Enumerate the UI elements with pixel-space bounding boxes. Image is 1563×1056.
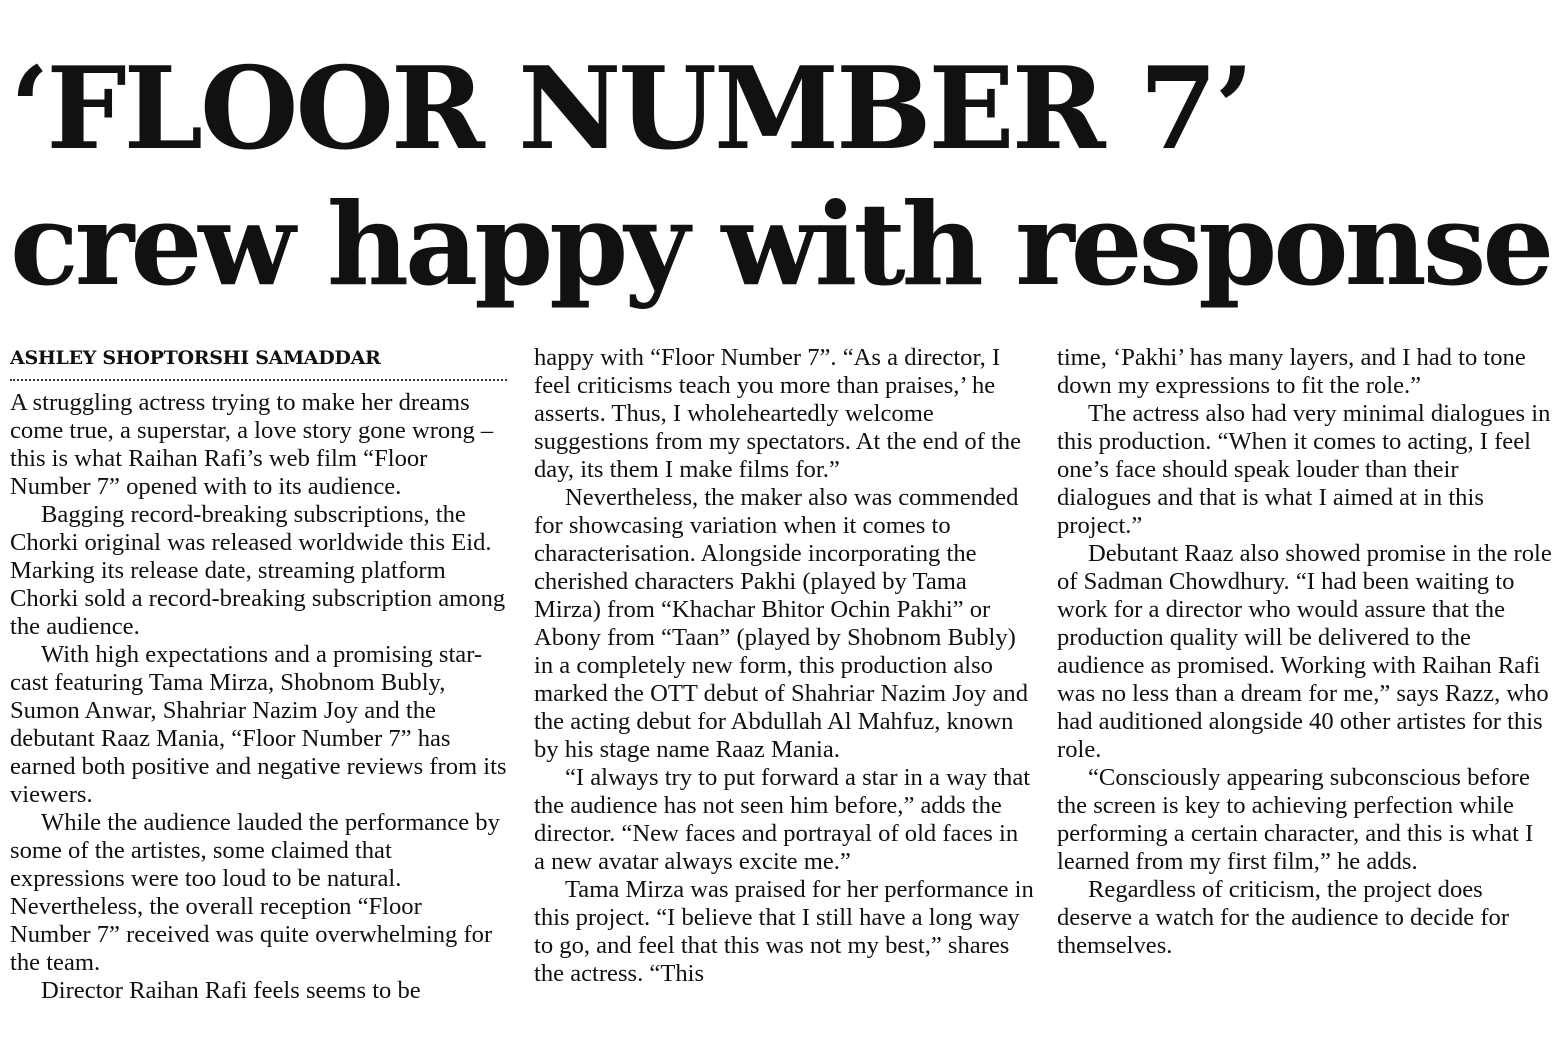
paragraph: Nevertheless, the maker also was commended for showcasing variation when it comes to characterisation. Alongside incorporating the cherished characters Pakhi (played by Tama Mirza) from “Khachar Bhitor Ochin Pakhi” or Abony from “Taan” (played by Shobnom Bubly) in a completely new form, this production also marked the OTT debut of Shahriar Nazim Joy and the acting debut for Abdullah Al Mahfuz, known by his stage name Raaz Mania. <box>534 484 1029 763</box>
paragraph: Tama Mirza was praised for her performance in this project. “I believe that I still have a long way to go, and feel that this was not my best,” shares the actress. “This <box>534 876 1034 987</box>
headline-line-2: crew happy with response <box>10 178 1551 311</box>
paragraph: Debutant Raaz also showed promise in the role of Sadman Chowdhury. “I had been waiting to work for a director who would assure that the production quality will be delivered to the audience as promised. Working with Raihan Rafi was no less than a dream for me,” says Razz, who had auditioned alongside 40 other artistes for this role. <box>1057 540 1552 763</box>
article-column-1 <box>10 344 507 1005</box>
paragraph: “Consciously appearing subconscious before the screen is key to achieving perfection while performing a certain character, and this is what I learned from my first film,” he adds. <box>1057 764 1534 875</box>
paragraph: “I always try to put forward a star in a way that the audience has not seen him before,” adds the director. “New faces and portrayal of old faces in a new avatar always excite me.” <box>534 764 1031 875</box>
article-column-3 <box>1057 344 1557 960</box>
paragraph: With high expectations and a promising star-cast featuring Tama Mirza, Shobnom Bubly, Sumon Anwar, Shahriar Nazim Joy and the debutant Raaz Mania, “Floor Number 7” has earned both positive and negative reviews from its viewers. <box>10 641 507 808</box>
paragraph: happy with “Floor Number 7”. “As a director, I feel criticisms teach you more than praises,’ he asserts. Thus, I wholeheartedly welcome suggestions from my spectators. At the end of the day, its them I make films for.” <box>534 344 1022 483</box>
headline-line-1: ‘FLOOR NUMBER 7’ <box>10 42 1251 175</box>
paragraph: Bagging record-breaking subscriptions, the Chorki original was released worldwide this Eid. Marking its release date, streaming platform Chorki sold a record-breaking subscription among the audience. <box>10 501 506 640</box>
paragraph: Director Raihan Rafi feels seems to be <box>41 977 421 1004</box>
byline: ASHLEY SHOPTORSHI SAMADDAR <box>10 347 381 369</box>
paragraph: A struggling actress trying to make her dreams come true, a superstar, a love story gone wrong – this is what Raihan Rafi’s web film “Floor Number 7” opened with to its audience. <box>10 389 494 500</box>
paragraph: While the audience lauded the performance by some of the artistes, some claimed that expressions were too loud to be natural. Nevertheless, the overall reception “Floor Number 7” received was quite overwhelming for the team. <box>10 809 500 976</box>
article-column-2 <box>534 344 1034 988</box>
paragraph: Regardless of criticism, the project does deserve a watch for the audience to decide for themselves. <box>1057 876 1510 959</box>
paragraph: time, ‘Pakhi’ has many layers, and I had to tone down my expressions to fit the role.” <box>1057 344 1526 399</box>
paragraph: The actress also had very minimal dialogues in this production. “When it comes to acting, I feel one’s face should speak louder than their dialogues and that is what I aimed at in this project.” <box>1057 400 1551 539</box>
byline-dotted-divider <box>10 379 507 381</box>
